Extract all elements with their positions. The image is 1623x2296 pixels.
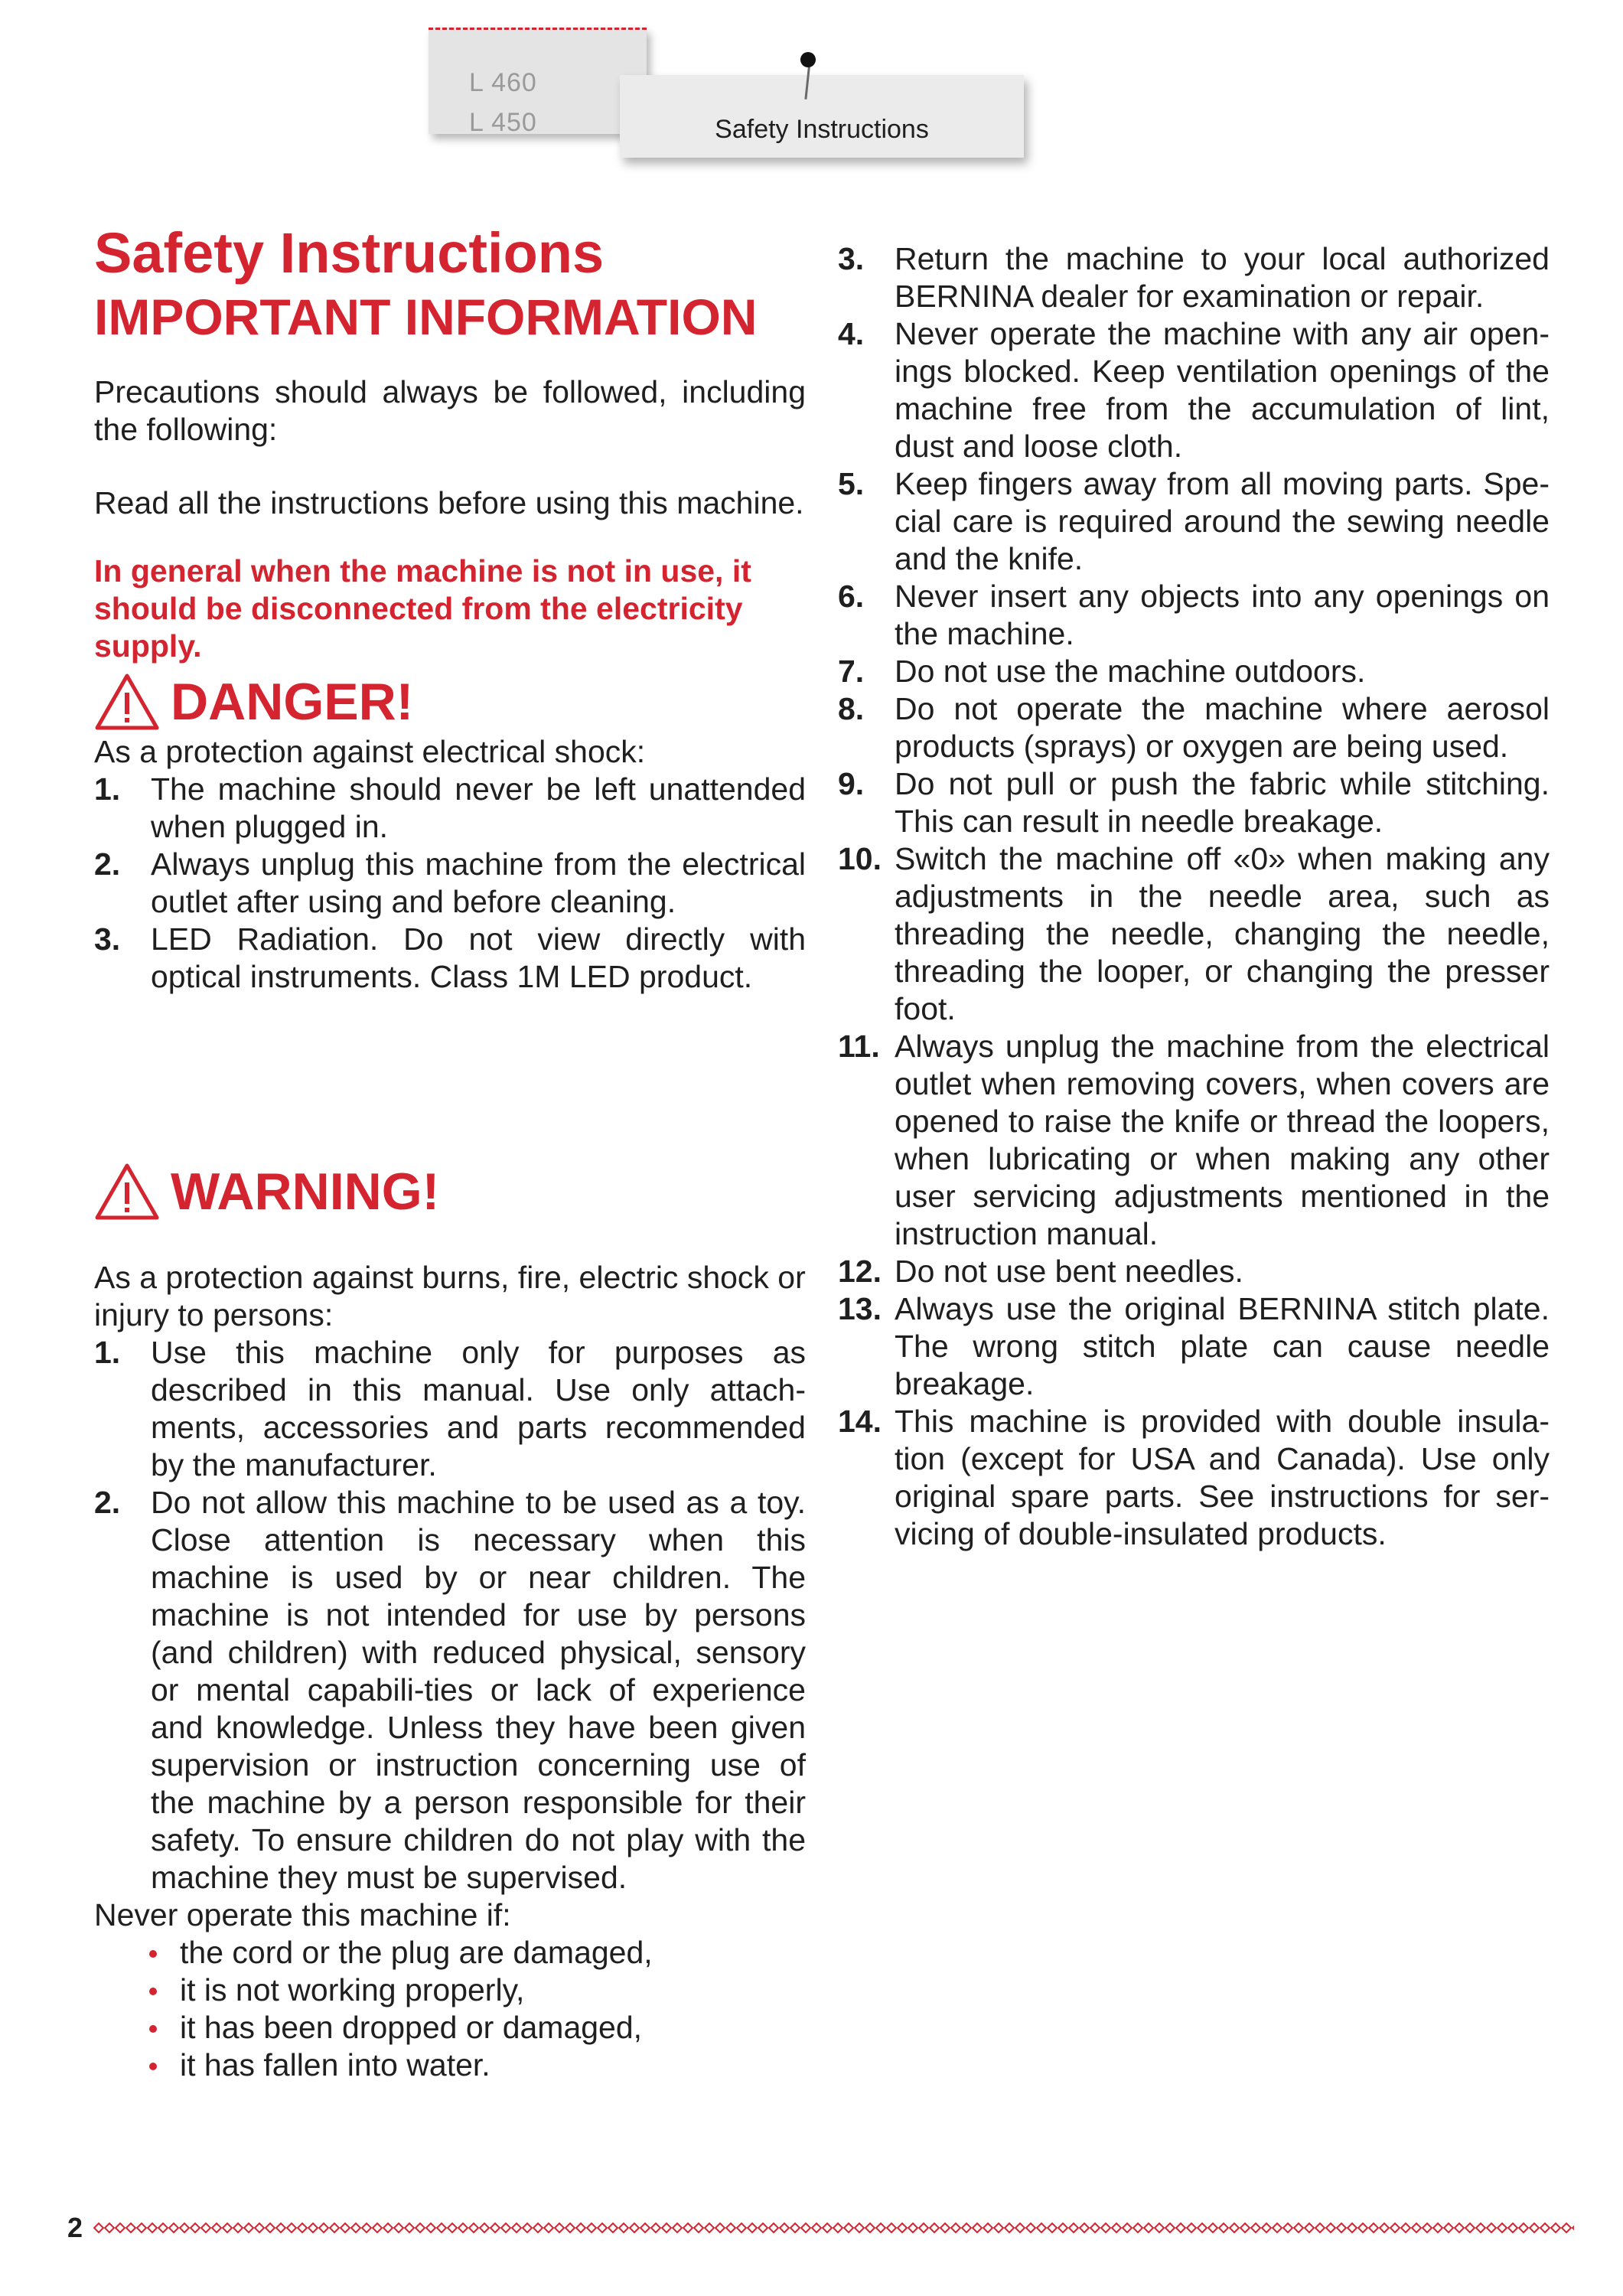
list-item: 2. Always unplug this machine from the electrical outlet after using and before cleaning.	[94, 846, 806, 919]
warning-triangle-icon	[94, 673, 160, 731]
list-item: 9. Do not pull or push the fabric while stitching. This can result in needle breakage.	[838, 766, 1550, 839]
warning-triangle-icon	[94, 1163, 160, 1221]
list-item: 4. Never operate the machine with any air open-ings blocked. Keep ventilation openings of the machine free from the accumulation of lint, dust and loose cloth.	[838, 316, 1550, 464]
warning-list	[94, 1259, 806, 2084]
section-tab-label: Safety Instructions	[715, 115, 929, 144]
list-item: 8. Do not operate the machine where aerosol products (sprays) or oxygen are being used.	[838, 691, 1550, 764]
bullet-item: the cord or the plug are damaged,	[94, 1934, 806, 1971]
bullet-item: it has been dropped or damaged,	[94, 2009, 806, 2047]
list-item: 7. Do not use the machine outdoors.	[838, 654, 1366, 689]
page-footer	[67, 2212, 1574, 2244]
bullet-dot-icon	[149, 2063, 157, 2070]
list-item: 1. The machine should never be left unattended when plugged in.	[94, 771, 806, 844]
warning-heading	[94, 1162, 439, 1221]
right-list	[838, 240, 1550, 1553]
warning-heading-label: WARNING!	[171, 1163, 440, 1221]
bullet-dot-icon	[149, 2025, 157, 2033]
list-item: 3. Return the machine to your local authorized BERNINA dealer for examination or repair.	[838, 241, 1550, 314]
model-l450: L 450	[469, 108, 537, 137]
bullet-item: it is not working properly,	[94, 1971, 806, 2009]
list-item: 3. LED Radiation. Do not view directly with optical instruments. Class 1M LED product.	[94, 921, 806, 994]
list-item: 6. Never insert any objects into any openings on the machine.	[838, 579, 1550, 651]
danger-intro: As a protection against electrical shock:	[94, 734, 646, 769]
list-item: 10. Switch the machine off «0» when making any adjustments in the needle area, such as threading the needle, changing the needle, threading the looper, or changing the presser foot.	[838, 841, 1550, 1026]
danger-list	[94, 733, 806, 996]
section-tab	[620, 75, 1024, 158]
list-item: 12. Do not use bent needles.	[838, 1254, 1243, 1289]
model-l460: L 460	[469, 68, 537, 97]
diamond-border-icon	[93, 2220, 1574, 2236]
warning-intro: As a protection against burns, fire, electric shock or injury to persons:	[94, 1260, 806, 1332]
bullet-item: it has fallen into water.	[94, 2047, 806, 2084]
bullet-dot-icon	[149, 1988, 157, 1995]
bullet-dot-icon	[149, 1950, 157, 1958]
list-item: 13. Always use the original BERNINA stitch plate. The wrong stitch plate can cause needle breakage.	[838, 1291, 1550, 1401]
list-item: 14. This machine is provided with double insula-tion (except for USA and Canada). Use only original spare parts. See instructions for ser-vicing of double-insulated products.	[838, 1404, 1550, 1551]
danger-heading	[94, 672, 413, 732]
read-all-text: Read all the instructions before using this machine.	[94, 485, 804, 520]
pin-icon	[800, 52, 816, 67]
danger-heading-label: DANGER!	[171, 673, 414, 731]
model-tab	[429, 28, 647, 137]
never-operate-text: Never operate this machine if:	[94, 1897, 511, 1932]
precautions-text: Precautions should always be followed, including the following:	[94, 374, 806, 447]
list-item: 1. Use this machine only for purposes as described in this manual. Use only attach-ments, accessories and parts recommended by the manufacturer.	[94, 1335, 806, 1482]
list-item: 2. Do not allow this machine to be used as a toy. Close attention is necessary when this machine is used by or near children. The machine is not intended for use by persons (and children) with reduced physical, sensory or mental capabili-ties or lack of experience and knowledge. Unless they have been given supervision or instruction concerning use of the machine by a person responsible for their safety. To ensure children do not play with the machine they must be supervised.	[94, 1485, 806, 1895]
list-item: 11. Always unplug the machine from the electrical outlet when removing covers, when covers are opened to raise the knife or thread the loopers, when lubricating or when making any other user servicing adjustments mentioned in the instruction manual.	[838, 1029, 1550, 1251]
list-item: 5. Keep fingers away from all moving parts. Spe-cial care is required around the sewing needle and the knife.	[838, 466, 1550, 576]
general-warning-text: In general when the machine is not in use, it should be disconnected from the electricity supply.	[94, 553, 751, 664]
page-number: 2	[67, 2212, 83, 2243]
page-subtitle: IMPORTANT INFORMATION	[94, 289, 758, 345]
never-operate-list	[94, 1934, 806, 2084]
page-title: Safety Instructions	[94, 221, 605, 285]
